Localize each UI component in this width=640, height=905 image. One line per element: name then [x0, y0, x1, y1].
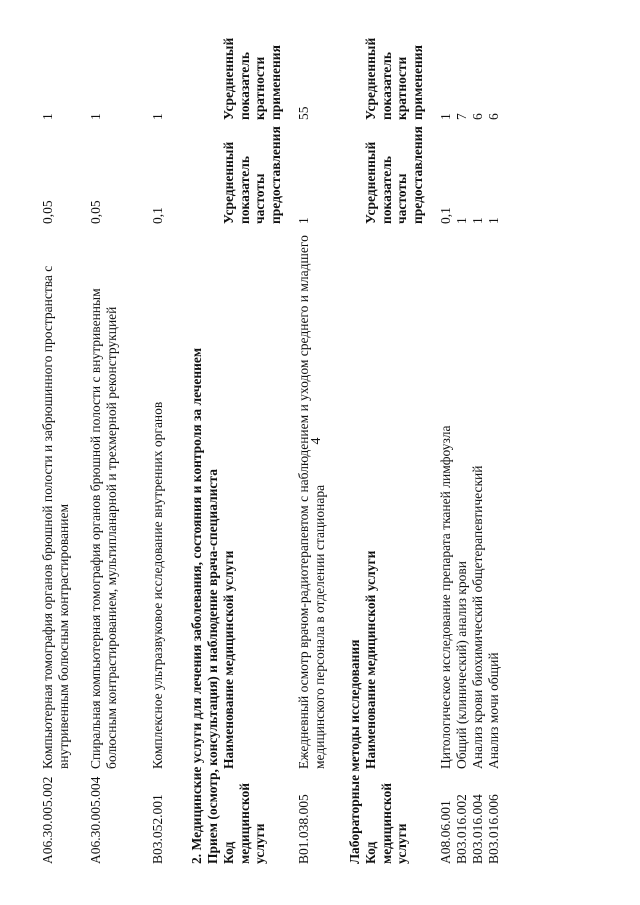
header-multiplicity: Усредненный показатель кратности применения — [221, 37, 283, 120]
multiplicity-value: 1 — [88, 113, 103, 120]
service-name: Комплексное ультразвуковое исследование внутренних органов — [150, 401, 165, 769]
frequency-value: 0,05 — [88, 200, 103, 224]
multiplicity-value: 6 — [486, 113, 501, 120]
header-code: Код медицинской услуги — [221, 782, 267, 864]
service-name: Спиральная компьютерная томография органов брюшной полости с внутривенным болюсным контрастированием, мультипланарной и трехмерной реконструкцией — [88, 288, 119, 769]
header-name: Наименование медицинской услуги — [221, 550, 236, 769]
multiplicity-value: 6 — [470, 113, 485, 120]
multiplicity-value: 55 — [296, 106, 311, 120]
frequency-value: 0,05 — [40, 200, 55, 224]
service-code: A08.06.001 — [438, 800, 453, 864]
subsection-title: Лабораторные методы исследования — [347, 639, 362, 864]
service-code: B03.052.001 — [150, 794, 165, 864]
service-name: Анализ мочи общий — [486, 652, 501, 769]
service-code: B01.038.005 — [296, 794, 311, 864]
service-name: Ежедневный осмотр врачом-радиотерапевтом с наблюдением и уходом среднего и младшего медицинского персонала в отделении стационара — [296, 235, 327, 769]
multiplicity-value: 1 — [150, 113, 165, 120]
header-frequency: Усредненный показатель частоты предоставления — [363, 126, 425, 224]
service-code: B03.016.006 — [486, 794, 501, 864]
frequency-value: 0,1 — [150, 207, 165, 224]
header-name: Наименование медицинской услуги — [363, 550, 378, 769]
section-title: 2. Медицинские услуги для лечения заболевания, состояния и контроля за лечением — [189, 347, 204, 864]
service-code: B03.016.002 — [454, 794, 469, 864]
header-code: Код медицинской услуги — [363, 782, 409, 864]
multiplicity-value: 7 — [454, 113, 469, 120]
rotated-document-content — [40, 24, 540, 864]
frequency-value: 0,1 — [438, 207, 453, 224]
header-multiplicity: Усредненный показатель кратности применения — [363, 37, 425, 120]
frequency-value: 1 — [470, 217, 485, 224]
page-number: 4 — [309, 437, 324, 445]
service-code: B03.016.004 — [470, 794, 485, 864]
frequency-value: 1 — [454, 217, 469, 224]
frequency-value: 1 — [486, 217, 501, 224]
service-name: Компьютерная томография органов брюшной полости и забрюшинного пространства с внутривенным болюсным контрастированием — [40, 265, 71, 769]
header-frequency: Усредненный показатель частоты предоставления — [221, 126, 283, 224]
frequency-value: 1 — [296, 217, 311, 224]
subsection-title: Прием (осмотр, консультация) и наблюдение врача-специалиста — [205, 469, 220, 864]
multiplicity-value: 1 — [40, 113, 55, 120]
multiplicity-value: 1 — [438, 113, 453, 120]
service-code: A06.30.005.004 — [88, 776, 103, 864]
service-name: Анализ крови биохимический общетерапевтический — [470, 465, 485, 769]
service-name: Общий (клинический) анализ крови — [454, 561, 469, 769]
service-name: Цитологическое исследование препарата тканей лимфоузла — [438, 425, 453, 769]
service-code: A06.30.005.002 — [40, 776, 55, 864]
